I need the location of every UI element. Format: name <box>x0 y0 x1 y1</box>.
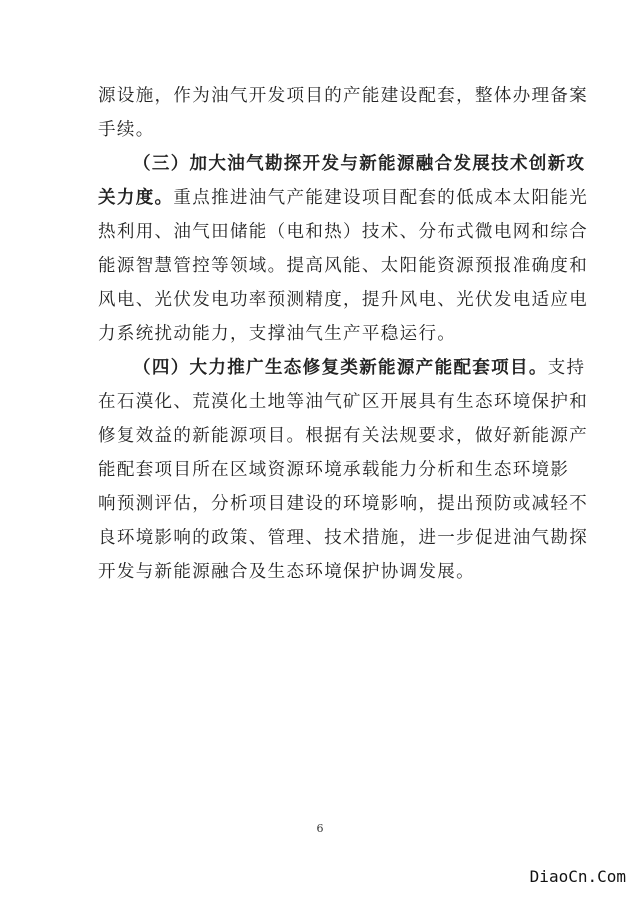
body-text-line: 修复效益的新能源项目。根据有关法规要求，做好新能源产 <box>98 426 589 446</box>
watermark: DiaoCn.Com <box>529 867 626 886</box>
body-text: 重点推进油气产能建设项目配套的低成本太阳能光 <box>173 188 589 208</box>
body-text-line <box>98 184 589 212</box>
body-text-line: 源设施，作为油气开发项目的产能建设配套，整体办理备案 <box>98 86 589 106</box>
body-text-line: 在石漠化、荒漠化土地等油气矿区开展具有生态环境保护和 <box>98 392 589 412</box>
body-text-line: 能源智慧管控等领域。提高风能、太阳能资源预报准确度和 <box>98 256 589 276</box>
heading-text: 关力度。 <box>98 188 174 208</box>
body-text-line: 响预测评估，分析项目建设的环境影响，提出预防或减轻不 <box>98 494 589 514</box>
section-heading-4 <box>133 354 586 382</box>
body-text-line: 热利用、油气田储能（电和热）技术、分布式微电网和综合 <box>98 222 589 242</box>
heading-text: （四）大力推广生态修复类新能源产能配套项目。 <box>133 358 548 378</box>
section-heading-3 <box>133 150 586 178</box>
heading-text: （三）加大油气勘探开发与新能源融合发展技术创新攻 <box>133 154 586 174</box>
body-text-line: 开发与新能源融合及生态环境保护协调发展。 <box>98 562 475 582</box>
page-number: 6 <box>316 822 324 835</box>
body-text-line: 风电、光伏发电功率预测精度，提升风电、光伏发电适应电 <box>98 290 589 310</box>
body-text: 支持 <box>547 358 586 378</box>
body-text-line: 能配套项目所在区域资源环境承载能力分析和生态环境影 <box>98 460 570 480</box>
body-text-line: 手续。 <box>98 120 155 140</box>
body-text-line: 力系统扰动能力，支撑油气生产平稳运行。 <box>98 324 457 344</box>
body-text-line: 良环境影响的政策、管理、技术措施，进一步促进油气勘探 <box>98 528 589 548</box>
